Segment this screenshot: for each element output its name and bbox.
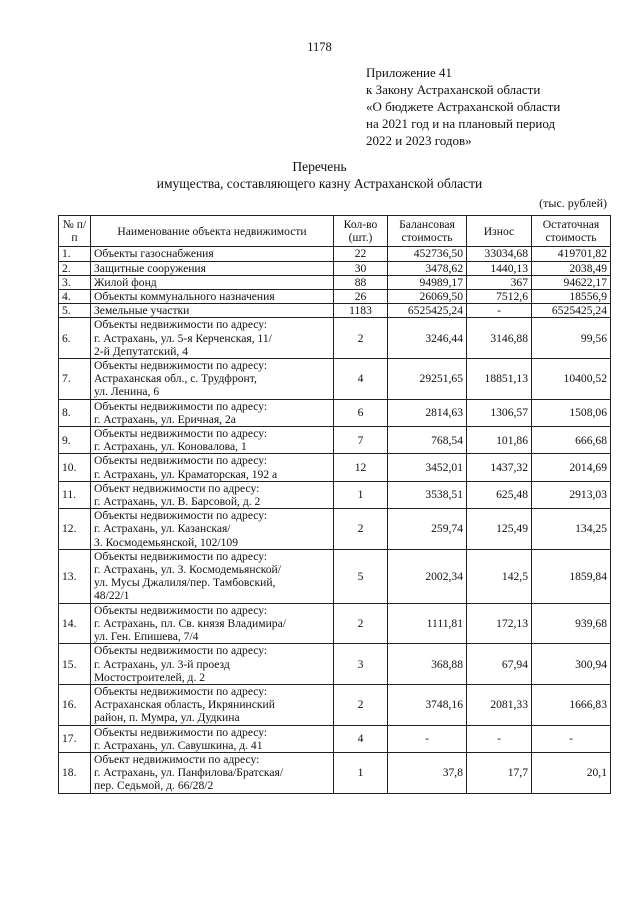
cell-name-line: Объект недвижимости по адресу: <box>94 752 260 766</box>
cell-name-line: Объекты недвижимости по адресу: <box>94 427 268 441</box>
cell-name <box>91 304 334 318</box>
page-number: 1178 <box>307 40 332 54</box>
cell-name-line: г. Астрахань, ул. В. Барсовой, д. 2 <box>94 495 261 509</box>
cell-name-line: Объекты недвижимости по адресу: <box>94 549 268 563</box>
cell-name-line: Объекты недвижимости по адресу: <box>94 318 268 332</box>
cell-residual: 939,68 <box>532 603 611 644</box>
cell-wear: 3146,88 <box>467 318 532 359</box>
cell-residual: 2014,69 <box>532 454 611 481</box>
cell-name-line: Объекты недвижимости по адресу: <box>94 725 268 739</box>
cell-qty: 6 <box>334 399 388 426</box>
cell-residual: 419701,82 <box>532 247 611 261</box>
cell-balance: 6525425,24 <box>388 304 467 318</box>
cell-name-line: Объекты газоснабжения <box>94 247 214 261</box>
cell-name-line: Защитные сооружения <box>94 261 206 275</box>
header-balance: Балансовая стоимость <box>388 216 467 247</box>
cell-balance: 368,88 <box>388 644 467 685</box>
cell-name <box>91 399 334 426</box>
header-residual: Остаточная стоимость <box>532 216 611 247</box>
cell-balance: 2002,34 <box>388 549 467 603</box>
table-row <box>59 318 611 359</box>
appendix-line: на 2021 год и на плановый период <box>366 116 556 131</box>
table-row <box>59 509 611 550</box>
cell-qty: 2 <box>334 684 388 725</box>
cell-name <box>91 247 334 261</box>
cell-name-line: г. Астрахань, ул. Савушкина, д. 41 <box>94 738 263 752</box>
cell-balance: 452736,50 <box>388 247 467 261</box>
cell-num: 14. <box>59 603 91 644</box>
cell-residual: 1508,06 <box>532 399 611 426</box>
cell-num: 10. <box>59 454 91 481</box>
cell-qty: 1183 <box>334 304 388 318</box>
cell-wear: 125,49 <box>467 509 532 550</box>
cell-balance: 94989,17 <box>388 275 467 289</box>
cell-name-line: Объекты недвижимости по адресу: <box>94 509 268 523</box>
cell-name-line: Астраханская обл., с. Трудфронт, <box>94 372 257 386</box>
cell-qty: 3 <box>334 644 388 685</box>
cell-wear: 1306,57 <box>467 399 532 426</box>
cell-num: 5. <box>59 304 91 318</box>
cell-balance: 3478,62 <box>388 261 467 275</box>
cell-name-line: г. Астрахань, ул. Краматорская, 192 а <box>94 467 278 481</box>
cell-balance: 29251,65 <box>388 359 467 400</box>
cell-residual: 6525425,24 <box>532 304 611 318</box>
cell-name-line: ул. Мусы Джалиля/пер. Тамбовский, <box>94 576 276 590</box>
cell-wear: - <box>467 725 532 752</box>
table-row <box>59 603 611 644</box>
cell-qty: 2 <box>334 509 388 550</box>
cell-wear: 2081,33 <box>467 684 532 725</box>
cell-name <box>91 603 334 644</box>
cell-num: 9. <box>59 427 91 454</box>
cell-name <box>91 427 334 454</box>
cell-balance: - <box>388 725 467 752</box>
cell-name-line: ул. Ленина, 6 <box>94 385 160 399</box>
cell-residual: 18556,9 <box>532 290 611 304</box>
table-row <box>59 644 611 685</box>
cell-num: 3. <box>59 275 91 289</box>
cell-qty: 5 <box>334 549 388 603</box>
cell-name-line: Мостостроителей, д. 2 <box>94 670 206 684</box>
table-row <box>59 359 611 400</box>
cell-name <box>91 549 334 603</box>
table-row <box>59 549 611 603</box>
cell-balance: 3452,01 <box>388 454 467 481</box>
table-row <box>59 454 611 481</box>
cell-balance: 1111,81 <box>388 603 467 644</box>
table-row <box>59 427 611 454</box>
table-row <box>59 399 611 426</box>
cell-wear: 17,7 <box>467 752 532 793</box>
cell-num: 4. <box>59 290 91 304</box>
cell-name-line: г. Астрахань, ул. Еричная, 2а <box>94 412 236 426</box>
property-table <box>58 215 611 794</box>
cell-name-line: ул. Ген. Епишева, 7/4 <box>94 630 199 644</box>
cell-num: 7. <box>59 359 91 400</box>
cell-balance: 2814,63 <box>388 399 467 426</box>
table-body <box>59 247 611 793</box>
cell-wear: 172,13 <box>467 603 532 644</box>
cell-qty: 12 <box>334 454 388 481</box>
cell-name-line: г. Астрахань, ул. 3-й проезд <box>94 657 230 671</box>
cell-name-line: З. Космодемьянской, 102/109 <box>94 535 238 549</box>
table-row <box>59 725 611 752</box>
cell-name-line: Объекты недвижимости по адресу: <box>94 359 268 373</box>
cell-wear: 7512,6 <box>467 290 532 304</box>
cell-name <box>91 644 334 685</box>
cell-num: 13. <box>59 549 91 603</box>
appendix-header <box>366 64 560 149</box>
cell-residual: 20,1 <box>532 752 611 793</box>
cell-name-line: Объекты недвижимости по адресу: <box>94 603 268 617</box>
cell-name <box>91 684 334 725</box>
cell-name-line: район, п. Мумра, ул. Дудкина <box>94 711 240 725</box>
cell-qty: 88 <box>334 275 388 289</box>
cell-balance: 26069,50 <box>388 290 467 304</box>
title-line-2: имущества, составляющего казну Астраханской области <box>156 176 483 191</box>
cell-qty: 2 <box>334 318 388 359</box>
cell-name-line: 2-й Депутатский, 4 <box>94 344 189 358</box>
cell-qty: 4 <box>334 725 388 752</box>
table-row <box>59 247 611 261</box>
cell-name <box>91 725 334 752</box>
cell-name-line: г. Астрахань, ул. Казанская/ <box>94 522 231 536</box>
cell-residual: 10400,52 <box>532 359 611 400</box>
cell-num: 16. <box>59 684 91 725</box>
table-header-row <box>59 216 611 247</box>
cell-name-line: Объекты недвижимости по адресу: <box>94 454 268 468</box>
cell-name-line: Объект недвижимости по адресу: <box>94 481 260 495</box>
header-qty: Кол-во (шт.) <box>334 216 388 247</box>
cell-qty: 30 <box>334 261 388 275</box>
cell-num: 17. <box>59 725 91 752</box>
cell-name-line: пер. Седьмой, д. 66/28/2 <box>94 779 214 793</box>
cell-name <box>91 509 334 550</box>
cell-name <box>91 261 334 275</box>
cell-balance: 3538,51 <box>388 481 467 508</box>
cell-wear: 67,94 <box>467 644 532 685</box>
cell-wear: 101,86 <box>467 427 532 454</box>
cell-residual: 1859,84 <box>532 549 611 603</box>
appendix-line: к Закону Астраханской области <box>366 82 541 97</box>
cell-wear: 18851,13 <box>467 359 532 400</box>
cell-residual: - <box>532 725 611 752</box>
cell-name-line: 48/22/1 <box>94 589 130 603</box>
cell-name <box>91 290 334 304</box>
cell-name <box>91 275 334 289</box>
cell-wear: 33034,68 <box>467 247 532 261</box>
table-row <box>59 290 611 304</box>
header-name: Наименование объекта недвижимости <box>91 216 334 247</box>
cell-num: 6. <box>59 318 91 359</box>
header-num: № п/п <box>59 216 91 247</box>
cell-name-line: Объекты коммунального назначения <box>94 290 275 304</box>
cell-balance: 259,74 <box>388 509 467 550</box>
cell-balance: 37,8 <box>388 752 467 793</box>
cell-name <box>91 454 334 481</box>
table-row <box>59 275 611 289</box>
cell-name <box>91 318 334 359</box>
cell-residual: 94622,17 <box>532 275 611 289</box>
cell-residual: 300,94 <box>532 644 611 685</box>
cell-name-line: г. Астрахань, ул. 5-я Керченская, 11/ <box>94 331 272 345</box>
cell-wear: 142,5 <box>467 549 532 603</box>
cell-wear: 1437,32 <box>467 454 532 481</box>
header-wear: Износ <box>467 216 532 247</box>
cell-name-line: г. Астрахань, ул. З. Космодемьянской/ <box>94 563 281 577</box>
cell-residual: 666,68 <box>532 427 611 454</box>
cell-residual: 2038,49 <box>532 261 611 275</box>
table-row <box>59 304 611 318</box>
document-title <box>0 158 639 192</box>
cell-num: 1. <box>59 247 91 261</box>
cell-name <box>91 359 334 400</box>
cell-num: 8. <box>59 399 91 426</box>
cell-name-line: Объекты недвижимости по адресу: <box>94 644 268 658</box>
cell-name-line: г. Астрахань, ул. Коновалова, 1 <box>94 440 247 454</box>
cell-name-line: Объекты недвижимости по адресу: <box>94 684 268 698</box>
cell-balance: 3748,16 <box>388 684 467 725</box>
table-row <box>59 261 611 275</box>
table-row <box>59 752 611 793</box>
cell-qty: 1 <box>334 481 388 508</box>
cell-residual: 1666,83 <box>532 684 611 725</box>
units-label: (тыс. рублей) <box>539 196 607 210</box>
cell-wear: 367 <box>467 275 532 289</box>
cell-wear: - <box>467 304 532 318</box>
cell-residual: 99,56 <box>532 318 611 359</box>
cell-name-line: Жилой фонд <box>94 275 157 289</box>
cell-name-line: г. Астрахань, пл. Св. князя Владимира/ <box>94 616 286 630</box>
cell-num: 18. <box>59 752 91 793</box>
cell-qty: 1 <box>334 752 388 793</box>
cell-qty: 7 <box>334 427 388 454</box>
cell-num: 2. <box>59 261 91 275</box>
appendix-line: «О бюджете Астраханской области <box>366 99 561 114</box>
title-line-1: Перечень <box>292 159 347 174</box>
appendix-line: Приложение 41 <box>366 65 453 80</box>
cell-wear: 1440,13 <box>467 261 532 275</box>
cell-num: 15. <box>59 644 91 685</box>
cell-name-line: Земельные участки <box>94 304 190 318</box>
cell-residual: 134,25 <box>532 509 611 550</box>
cell-num: 12. <box>59 509 91 550</box>
cell-name-line: Астраханская область, Икрянинский <box>94 698 275 712</box>
cell-name-line: Объекты недвижимости по адресу: <box>94 399 268 413</box>
cell-balance: 3246,44 <box>388 318 467 359</box>
cell-name-line: г. Астрахань, ул. Панфилова/Братская/ <box>94 766 284 780</box>
cell-name <box>91 481 334 508</box>
cell-balance: 768,54 <box>388 427 467 454</box>
cell-qty: 22 <box>334 247 388 261</box>
appendix-line: 2022 и 2023 годов» <box>366 133 472 148</box>
table-row <box>59 481 611 508</box>
cell-name <box>91 752 334 793</box>
cell-residual: 2913,03 <box>532 481 611 508</box>
cell-num: 11. <box>59 481 91 508</box>
cell-qty: 2 <box>334 603 388 644</box>
cell-wear: 625,48 <box>467 481 532 508</box>
table-row <box>59 684 611 725</box>
cell-qty: 26 <box>334 290 388 304</box>
cell-qty: 4 <box>334 359 388 400</box>
